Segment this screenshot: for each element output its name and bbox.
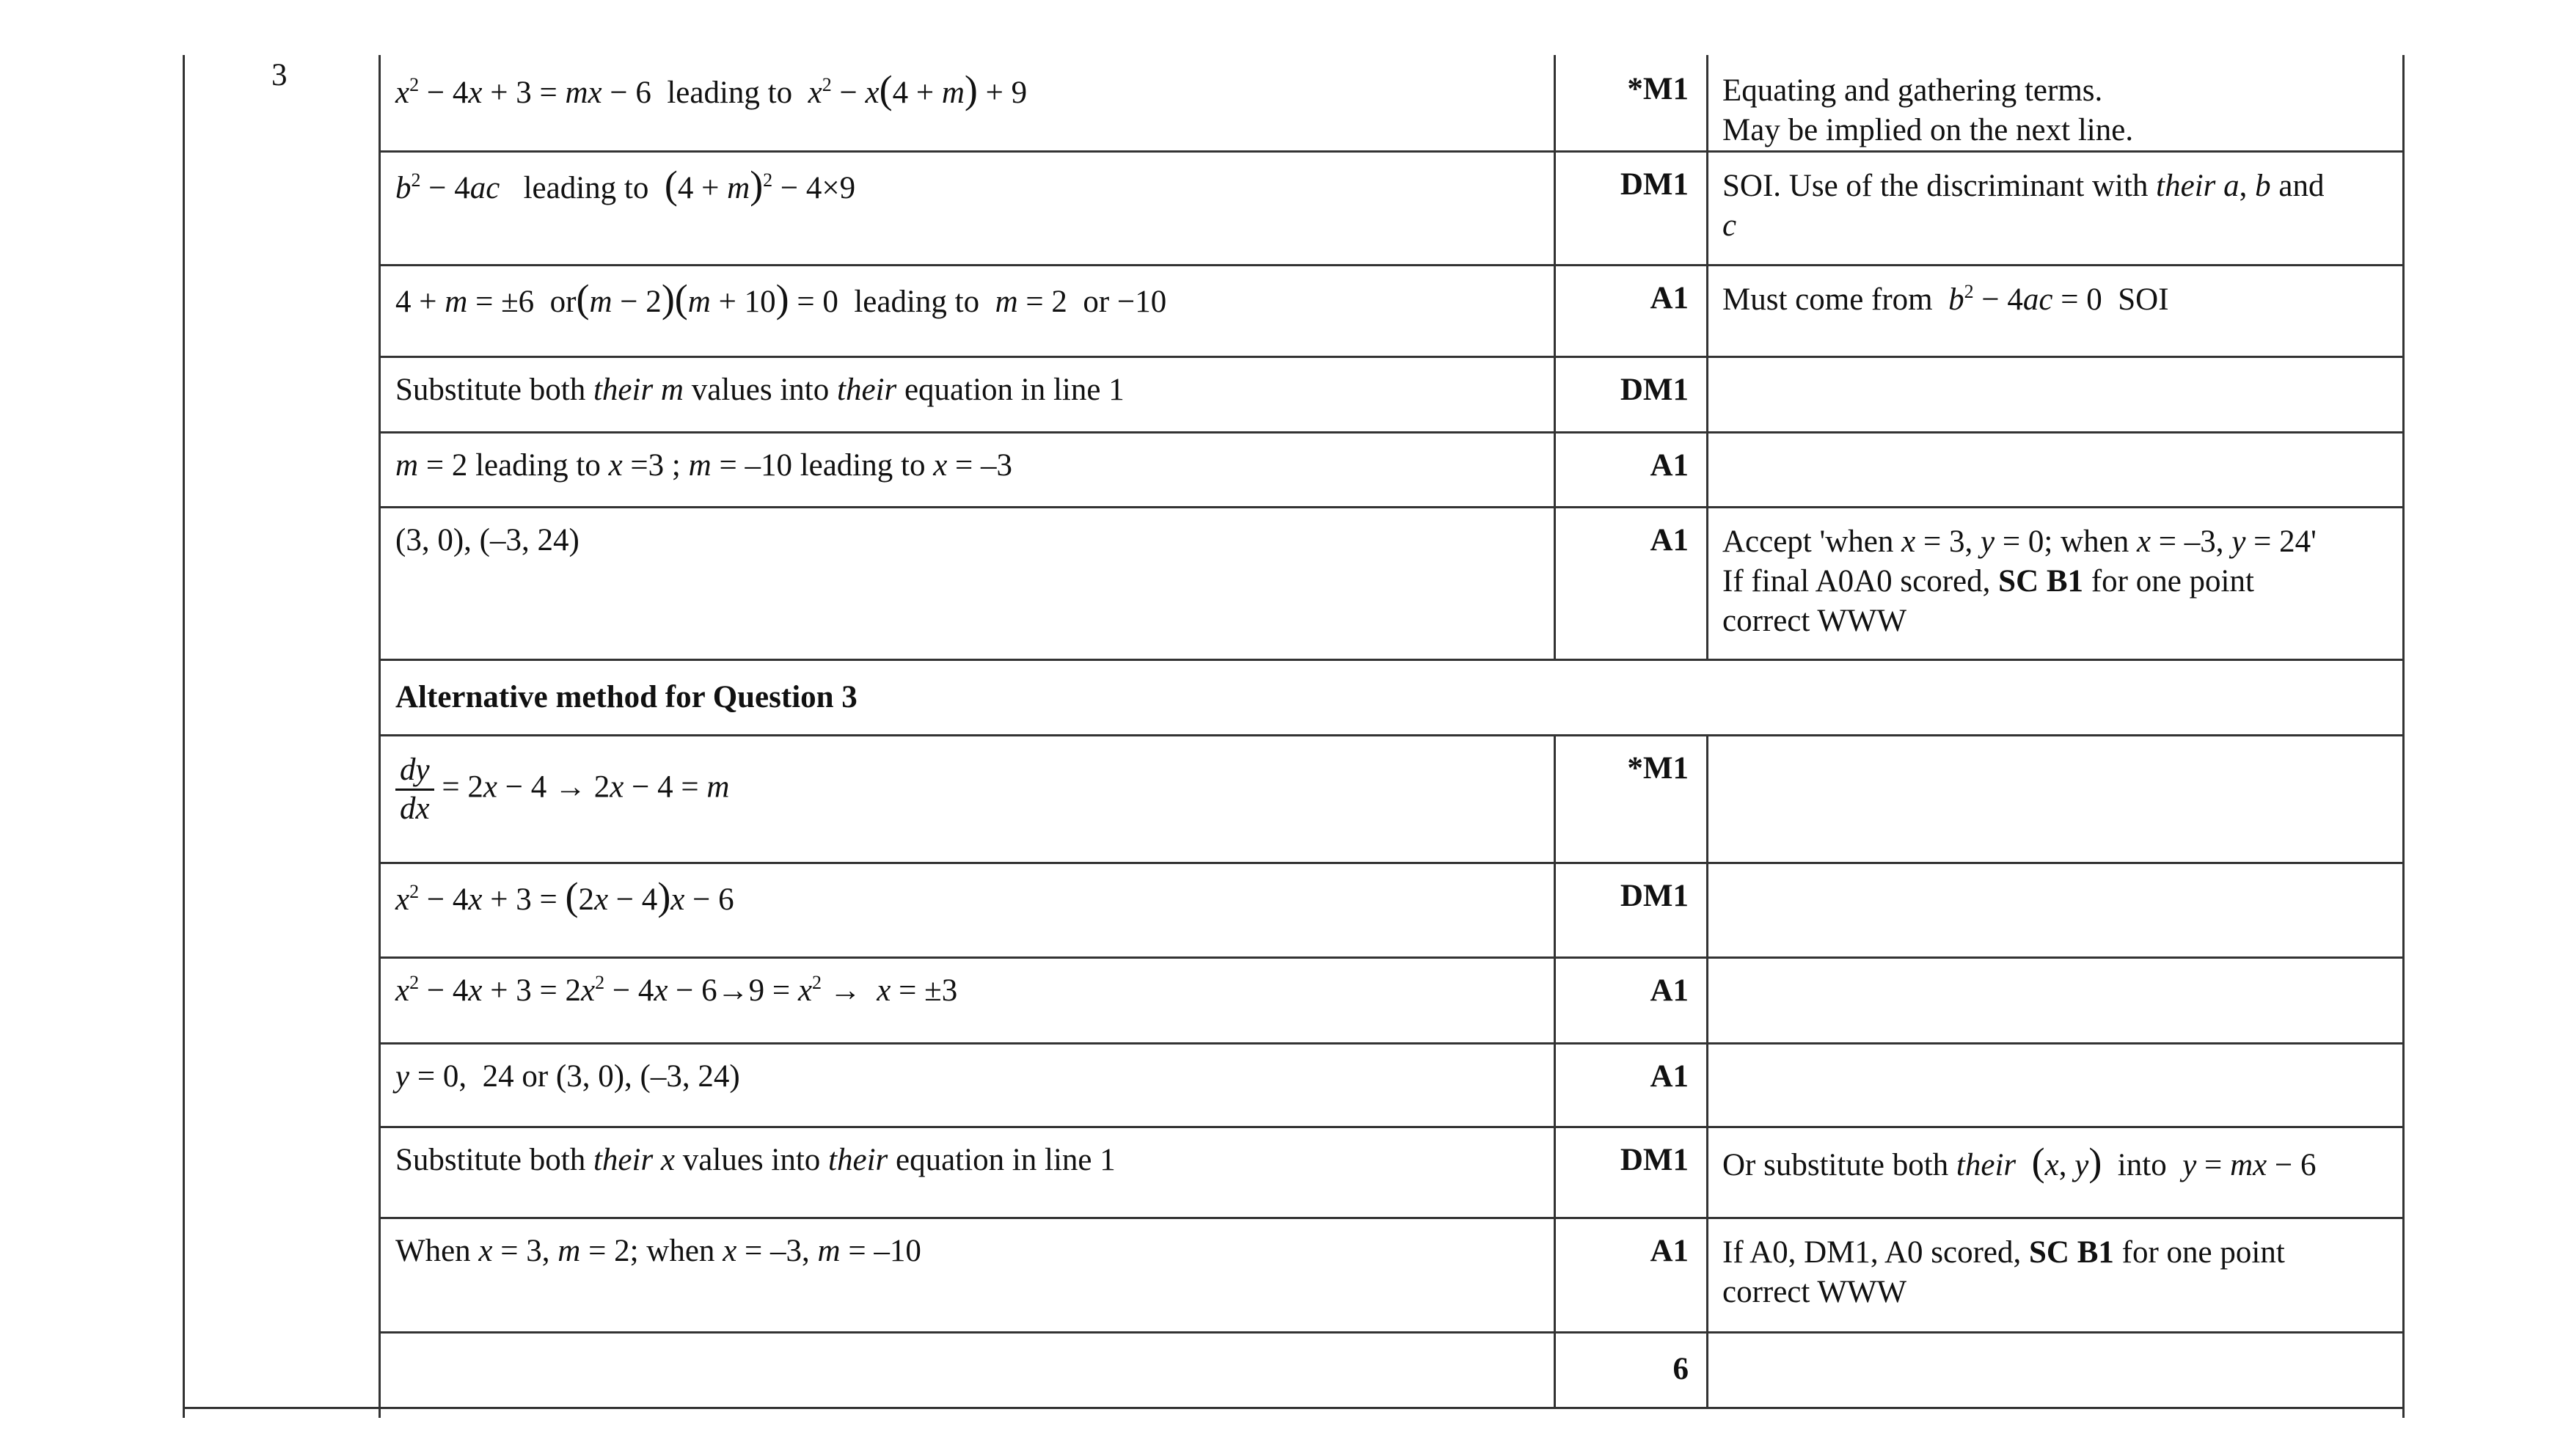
alt-col-divider-guidance xyxy=(1706,1126,1708,1217)
alt-mark-cell: *M1 xyxy=(1627,751,1689,786)
alt-mark-cell: A1 xyxy=(1650,1059,1689,1094)
alt-row-divider xyxy=(379,956,2405,959)
main-row-divider xyxy=(379,150,2405,153)
main-col-divider-guidance xyxy=(1706,431,1708,506)
main-mark-cell: A1 xyxy=(1650,281,1689,315)
main-col-divider-guidance xyxy=(1706,150,1708,264)
alt-heading-top-divider xyxy=(379,659,2405,661)
main-answer-cell: 4 + m = ±6 or(m − 2)(m + 10) = 0 leading to m = 2 or −10 xyxy=(395,277,1167,321)
alt-row-divider xyxy=(379,734,2405,736)
alt-col-divider-guidance xyxy=(1706,862,1708,956)
alt-col-divider-guidance xyxy=(1706,956,1708,1042)
total-marks: 6 xyxy=(1672,1352,1689,1386)
alt-guidance-cell: Or substitute both their (x, y) into y = mx − 6 xyxy=(1722,1140,2317,1184)
main-mark-cell: A1 xyxy=(1650,448,1689,483)
main-mark-cell: DM1 xyxy=(1620,167,1689,202)
question-number: 3 xyxy=(271,58,288,92)
alt-mark-cell: A1 xyxy=(1650,973,1689,1008)
alt-mark-cell: A1 xyxy=(1650,1234,1689,1268)
main-answer-cell: Substitute both their m values into their equation in line 1 xyxy=(395,373,1125,407)
alt-col-divider-guidance xyxy=(1706,1042,1708,1126)
alt-mark-cell: DM1 xyxy=(1620,879,1689,913)
table-border-left xyxy=(183,55,185,1418)
main-answer-cell: (3, 0), (–3, 24) xyxy=(395,523,579,557)
alt-row-divider xyxy=(379,1217,2405,1219)
alt-answer-cell: $x^2 - 4x + 3 = (2x - 4)x - 6$ xyxy=(395,874,734,918)
main-guidance-cell: SOI. Use of the discriminant with their a, b and c xyxy=(1722,169,2325,243)
alt-col-divider-guidance xyxy=(1706,734,1708,862)
alt-answer-cell: y = 0, 24 or (3, 0), (–3, 24) xyxy=(395,1059,740,1094)
main-guidance-cell: Equating and gathering terms. May be implied on the next line. xyxy=(1722,73,2134,147)
main-col-divider-guidance xyxy=(1706,264,1708,356)
table-border-bottom xyxy=(183,1407,2405,1409)
alt-answer-cell: $x^2 - 4x + 3 = 2x^2 - 4x - 6\to 9 = x^2 \to x = \pm 3$ xyxy=(395,972,958,1008)
main-guidance-cell: Accept 'when x = 3, y = 0; when x = –3, y = 24' If final A0A0 scored, SC B1 for one point correct WWW xyxy=(1722,524,2317,638)
main-row-divider xyxy=(379,506,2405,508)
main-mark-cell: A1 xyxy=(1650,523,1689,557)
main-row-divider xyxy=(379,264,2405,266)
alt-answer-cell: Substitute both their x values into their equation in line 1 xyxy=(395,1143,1116,1177)
alt-answer-cell: $\frac{dy}{dx}$ = 2x − 4 → 2x − 4 = m xyxy=(395,752,729,827)
main-col-divider-guidance xyxy=(1706,55,1708,150)
total-col-divider-guidance xyxy=(1706,1331,1708,1407)
alt-guidance-cell: If A0, DM1, A0 scored, SC B1 for one point correct WWW xyxy=(1722,1235,2285,1309)
alt-row-divider xyxy=(379,862,2405,864)
main-answer-cell: $b^2 - 4ac$ leading to $(4 + m)^2 - 4\times 9$ xyxy=(395,163,856,207)
main-col-divider-guidance xyxy=(1706,356,1708,431)
alt-mark-cell: DM1 xyxy=(1620,1143,1689,1177)
table-border-answer-left xyxy=(379,55,381,1418)
table-border-right xyxy=(2402,55,2405,1418)
alt-answer-cell: When x = 3, m = 2; when x = –3, m = –10 xyxy=(395,1234,921,1268)
alt-row-divider xyxy=(379,1042,2405,1045)
main-row-divider xyxy=(379,431,2405,433)
main-guidance-cell: Must come from $b^2 - 4ac = 0$ SOI xyxy=(1722,281,2169,317)
main-row-divider xyxy=(379,356,2405,358)
main-answer-cell: $x^2 - 4x + 3$ = mx − 6 leading to $x^2 - x(4 + m) + 9$ xyxy=(395,67,1028,111)
alt-row-divider xyxy=(379,1126,2405,1128)
main-answer-cell: m = 2 leading to x =3 ; m = –10 leading to x = –3 xyxy=(395,448,1013,483)
main-mark-cell: *M1 xyxy=(1627,72,1689,106)
alt-col-divider-guidance xyxy=(1706,1217,1708,1331)
main-col-divider-guidance xyxy=(1706,506,1708,659)
alternative-heading: Alternative method for Question 3 xyxy=(395,680,858,714)
total-row-divider xyxy=(379,1331,2405,1334)
main-mark-cell: DM1 xyxy=(1620,373,1689,407)
